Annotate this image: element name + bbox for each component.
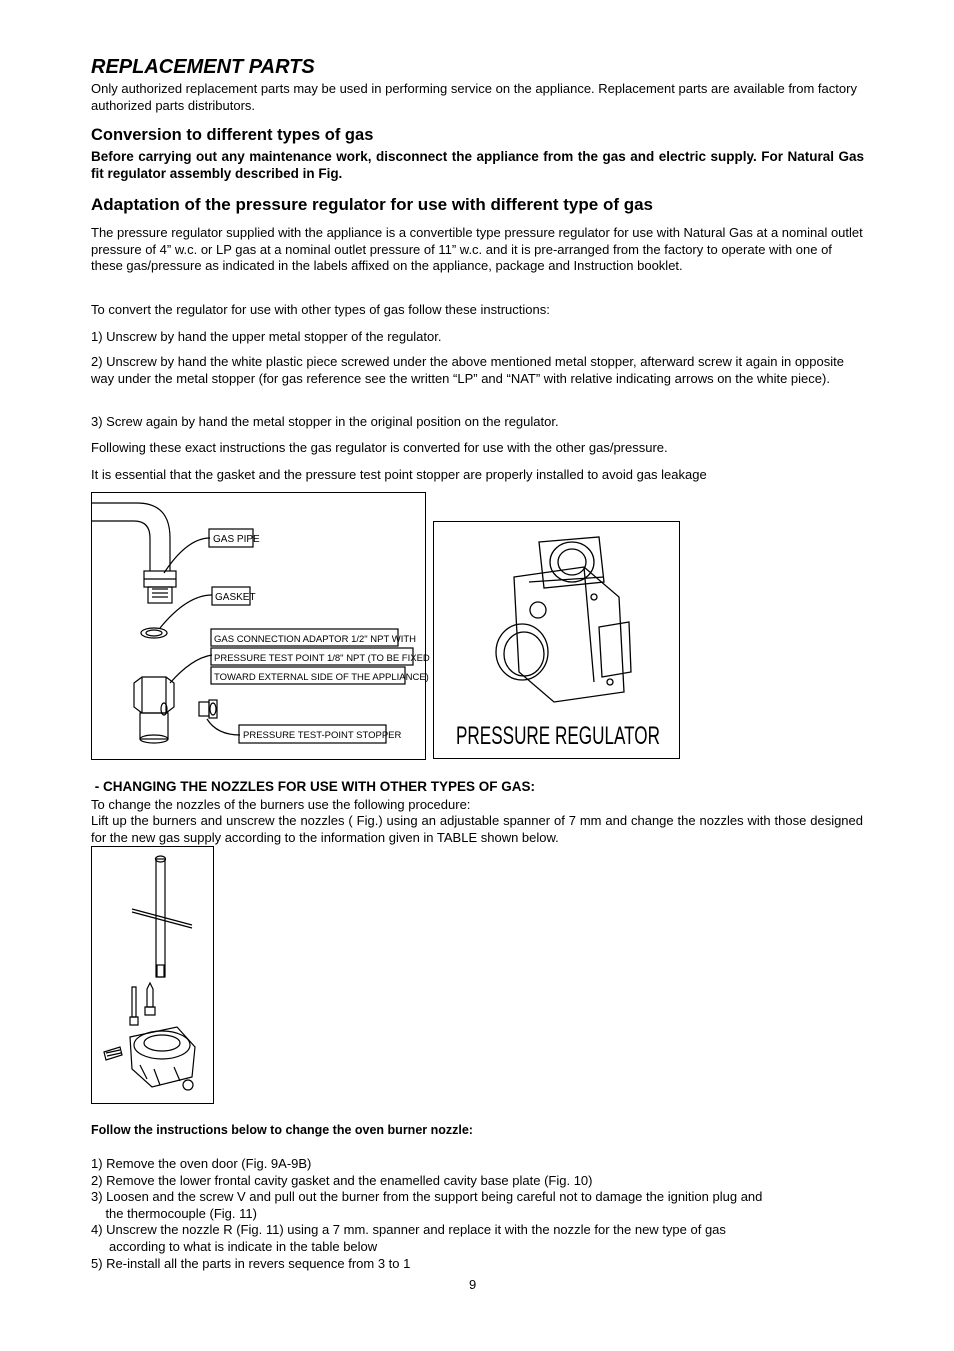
- gas-connection-drawing: [92, 493, 430, 759]
- conversion-heading: Conversion to different types of gas: [91, 126, 374, 144]
- gas-pipe-outer: [92, 503, 170, 571]
- oven-step3-line1: 3) Loosen and the screw V and pull out the burner from the support being careful not to damage the ignition plug and: [91, 1189, 763, 1204]
- adaptor-hex: [134, 677, 174, 713]
- pressure-regulator-drawing: [434, 522, 679, 758]
- adaptation-heading: Adaptation of the pressure regulator for use with different type of gas: [91, 195, 654, 214]
- conversion-warning: Before carrying out any maintenance work, disconnect the appliance from the gas and electric supply. For Natural Gas fit regulator assembly described in Fig.: [91, 149, 864, 181]
- adaptation-step1: 1) Unscrew by hand the upper metal stopper of the regulator.: [91, 329, 442, 344]
- page-number: 9: [469, 1277, 477, 1292]
- label-adaptor-line1: GAS CONNECTION ADAPTOR 1/2" NPT WITH: [214, 634, 417, 645]
- adaptation-step3: 3) Screw again by hand the metal stopper in the original position on the regulator.: [91, 414, 559, 429]
- nozzles-line2: Lift up the burners and unscrew the nozzles ( Fig.) using an adjustable spanner of 7 mm and change the nozzles with those designed for the new gas supply according to the information given in TABLE shown below.: [91, 813, 863, 845]
- spanner-handle: [132, 909, 192, 925]
- label-adaptor-line2: PRESSURE TEST POINT 1/8" NPT (TO BE FIXED: [214, 653, 430, 664]
- adaptation-para2: To convert the regulator for use with other types of gas follow these instructions:: [91, 302, 550, 317]
- adaptation-step2: 2) Unscrew by hand the white plastic piece screwed under the above mentioned metal stopper, afterward screw it again in opposite way under the metal stopper (for gas reference see the written “LP” and “NAT” with relative indicating arrows on the white piece).: [91, 354, 844, 386]
- gas-pipe-inner: [92, 521, 150, 571]
- nozzle-b: [147, 983, 153, 1007]
- label-adaptor-line3: TOWARD EXTERNAL SIDE OF THE APPLIANCE): [214, 672, 429, 683]
- oven-step3-line2: the thermocouple (Fig. 11): [91, 1206, 257, 1221]
- oven-step1: 1) Remove the oven door (Fig. 9A-9B): [91, 1156, 312, 1171]
- label-stopper: PRESSURE TEST-POINT STOPPER: [243, 730, 402, 741]
- regulator-caption: PRESSURE REGULATOR: [456, 722, 660, 750]
- label-gasket: GASKET: [215, 592, 256, 603]
- oven-step2: 2) Remove the lower frontal cavity gasket and the enamelled cavity base plate (Fig. 10): [91, 1173, 593, 1188]
- page-title: REPLACEMENT PARTS: [91, 56, 315, 78]
- nozzle-figure: [91, 846, 214, 1104]
- nozzle-drawing: [92, 847, 213, 1103]
- pressure-regulator-figure: [433, 521, 680, 759]
- nozzle-a: [132, 987, 136, 1017]
- nozzles-heading: - CHANGING THE NOZZLES FOR USE WITH OTHER TYPES OF GAS:: [91, 779, 536, 794]
- adaptation-para3: Following these exact instructions the gas regulator is converted for use with the other gas/pressure.: [91, 440, 668, 455]
- label-gas-pipe: GAS PIPE: [213, 534, 260, 545]
- oven-step4-line2: according to what is indicate in the table below: [91, 1239, 378, 1254]
- oven-step4-line1: 4) Unscrew the nozzle R (Fig. 11) using a 7 mm. spanner and replace it with the nozzle for the new type of gas: [91, 1222, 726, 1237]
- nozzles-line1: To change the nozzles of the burners use the following procedure:: [91, 797, 471, 812]
- stopper-body: [199, 702, 209, 716]
- adaptation-para4: It is essential that the gasket and the pressure test point stopper are properly installed to avoid gas leakage: [91, 467, 707, 482]
- gas-connection-figure: [91, 492, 430, 760]
- adaptation-para1: The pressure regulator supplied with the appliance is a convertible type pressure regulator for use with Natural Gas at a nominal outlet pressure of 4” w.c. or LP gas at a nominal outlet pressure of 11” w.c. and it is pre-arranged from the factory to operate with one of these gas/pressure as indicated in the labels affixed on the appliance, package and Instruction booklet.: [91, 225, 863, 273]
- intro-text: Only authorized replacement parts may be used in performing service on the appliance. Replacement parts are available from factory authorized parts distributors.: [91, 81, 857, 113]
- oven-heading: Follow the instructions below to change the oven burner nozzle:: [91, 1123, 473, 1137]
- oven-step5: 5) Re-install all the parts in revers sequence from 3 to 1: [91, 1256, 411, 1271]
